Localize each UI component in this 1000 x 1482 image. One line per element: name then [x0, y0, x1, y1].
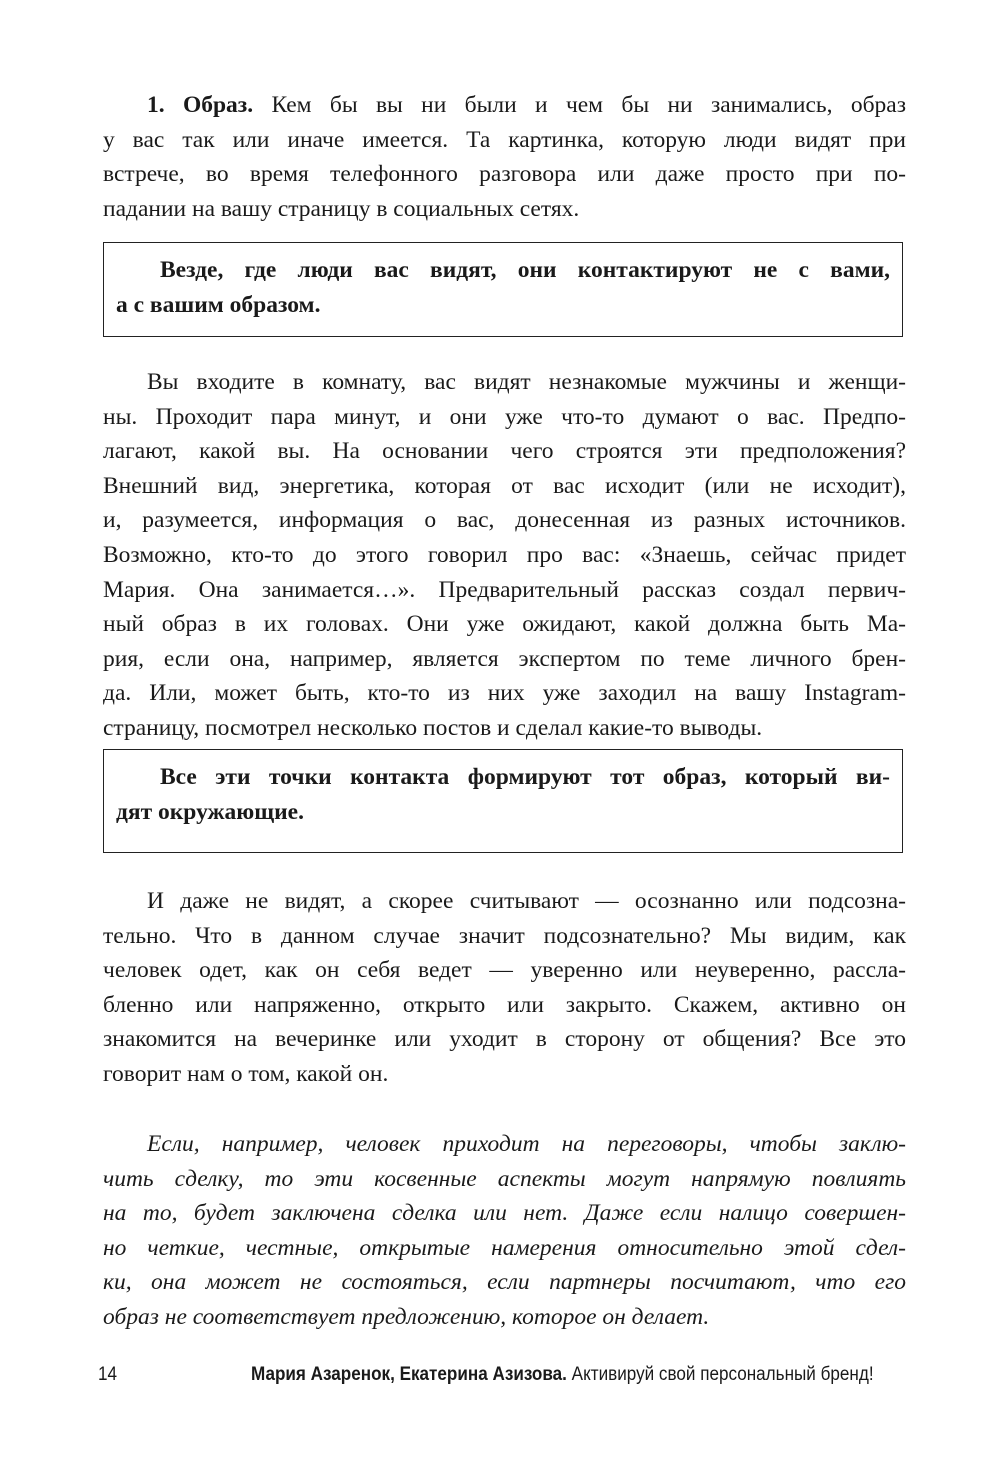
text-line: бленно или напряженно, открыто или закрыто. Скажем, активно он: [103, 991, 906, 1018]
text-line: да. Или, может быть, кто-то из них уже заходил на вашу Instagram-: [103, 680, 906, 707]
text-line: знакомится на вечеринке или уходит в сторону от общения? Все это: [103, 1026, 906, 1053]
text-line: И даже не видят, а скорее считывают — осознанно или подсозна-: [147, 888, 906, 914]
section-heading: 1. Образ.: [147, 92, 254, 118]
text-line: у вас так или иначе имеется. Та картинка, которую люди видят при: [103, 126, 906, 153]
text-line: встрече, во время телефонного разговора или даже просто при по-: [103, 161, 906, 188]
text-line: и, разумеется, информация о вас, донесенная из разных источников.: [103, 507, 906, 534]
text-line: рия, если она, например, является экспертом по теме личного брен-: [103, 645, 906, 672]
text-line: говорит нам о том, какой он.: [103, 1060, 389, 1087]
text-line: страницу, посмотрел несколько постов и сделал какие-то выводы.: [103, 714, 763, 741]
text-line: Мария. Она занимается…». Предварительный рассказ создал первич-: [103, 576, 906, 603]
paragraph-image: 1. Образ. Кем бы вы ни были и чем бы ни занимались, образ у вас так или иначе имеется. Та картинка, которую люди видят при встрече, во время телефонного разговора или даже просто при по- падании на вашу страницу в социальных сетях.: [103, 88, 906, 226]
text-line: Вы входите в комнату, вас видят незнакомые мужчины и женщи-: [147, 369, 906, 395]
text-line: на то, будет заключена сделка или нет. Даже если налицо совершен-: [103, 1200, 906, 1227]
text-line: но четкие, честные, открытые намерения относительно этой сдел-: [103, 1234, 906, 1261]
paragraph-subconscious: [103, 884, 906, 1092]
text-line: Если, например, человек приходит на переговоры, чтобы заклю-: [147, 1131, 906, 1157]
text-line: Внешний вид, энергетика, которая от вас исходит (или не исходит),: [103, 472, 906, 499]
text-line: Возможно, кто-то до этого говорил про вас: «Знаешь, сейчас придет: [103, 541, 906, 568]
text-line: ны. Проходит пара минут, и они уже что-то думают о вас. Предпо-: [103, 403, 906, 430]
text-line: человек одет, как он себя ведет — уверенно или неуверенно, рассла-: [103, 957, 906, 984]
text-line: чить сделку, то эти косвенные аспекты могут напрямую повлиять: [103, 1165, 906, 1192]
text-line: падании на вашу страницу в социальных сетях.: [103, 195, 580, 222]
page-number: 14: [98, 1364, 118, 1385]
text-line: ки, она может не состояться, если партнеры посчитают, что его: [103, 1269, 906, 1296]
text-line: ный образ в их головах. Они уже ожидают, какой должна быть Ма-: [103, 611, 906, 638]
running-title: Мария Азаренок, Екатерина Азизова. Активируй свой персональный бренд!: [251, 1364, 874, 1385]
callout-box-1: Везде, где люди вас видят, они контактируют не с вами, а с вашим образом.: [103, 242, 903, 337]
paragraph-first-impression: [103, 365, 906, 746]
text-line: образ не соответствует предложению, которое он делает.: [103, 1303, 710, 1330]
paragraph-italic-example: [103, 1127, 906, 1335]
text-line: тельно. Что в данном случае значит подсознательно? Мы видим, как: [103, 922, 906, 949]
callout-box-2: Все эти точки контакта формируют тот образ, который ви- дят окружающие.: [103, 749, 903, 853]
text-line: лагают, какой вы. На основании чего строятся эти предположения?: [103, 438, 906, 465]
